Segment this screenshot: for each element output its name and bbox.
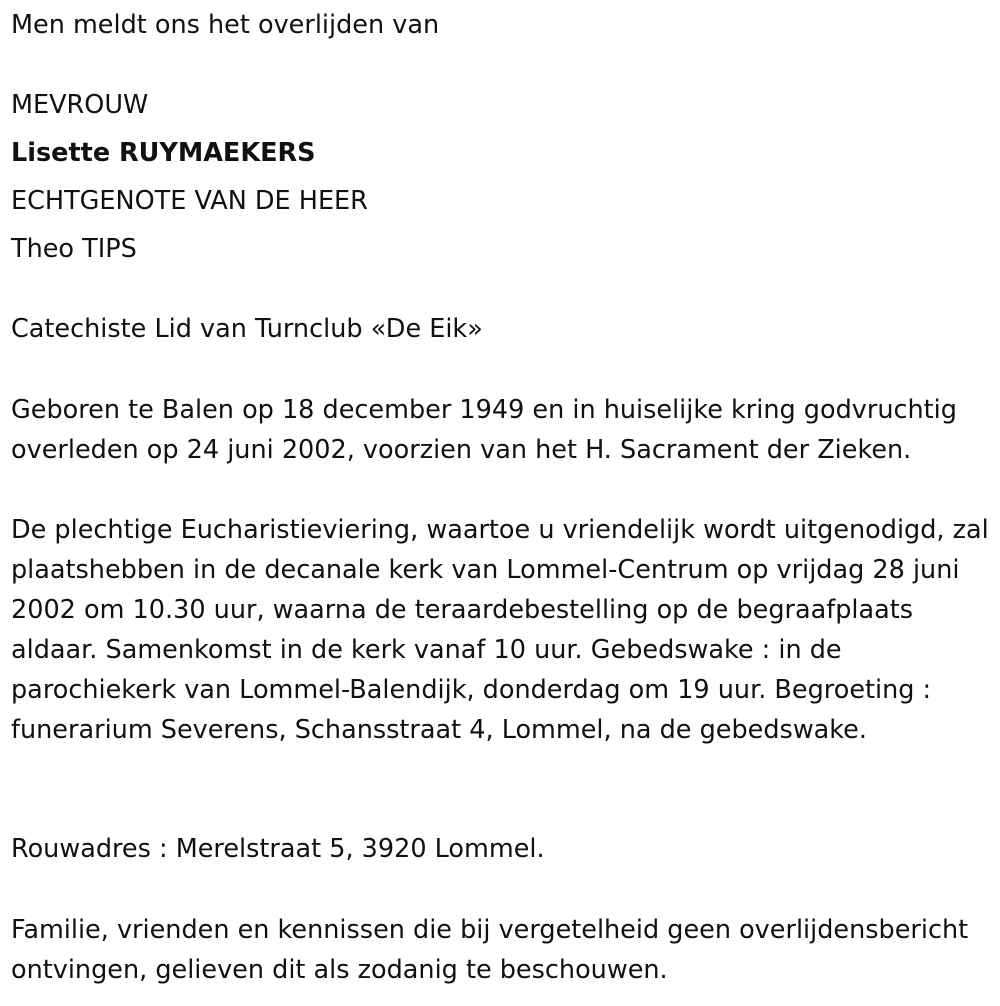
closing-paragraph: Familie, vrienden en kennissen die bij vergetelheid geen overlijdensbericht ontvingen, gelieven dit als zodanig te beschouwen.	[11, 915, 969, 985]
mourning-address: Rouwadres : Merelstraat 5, 3920 Lommel.	[11, 834, 545, 864]
deceased-name: Lisette RUYMAEKERS	[11, 138, 316, 168]
intro-text: Men meldt ons het overlijden van	[11, 10, 440, 40]
relation-text: ECHTGENOTE VAN DE HEER	[11, 186, 368, 216]
ceremony-paragraph: De plechtige Eucharistieviering, waartoe u vriendelijk wordt uitgenodigd, zal plaatshebben in de decanale kerk van Lommel-Centrum op vrijdag 28 juni 2002 om 10.30 uur, waarna de teraardebestelling op de begraafplaats aldaar. Samenkomst in de kerk vanaf 10 uur. Gebedswake : in de parochiekerk van Lommel-Balendijk, donderdag om 19 uur. Begroeting : funerarium Severens, Schansstraat 4, Lommel, na de gebedswake.	[11, 515, 989, 745]
spouse-name: Theo TIPS	[11, 234, 137, 264]
title-prefix: MEVROUW	[11, 90, 149, 120]
occupation-text: Catechiste Lid van Turnclub «De Eik»	[11, 314, 483, 344]
birth-death-paragraph: Geboren te Balen op 18 december 1949 en in huiselijke kring godvruchtig overleden op 24 juni 2002, voorzien van het H. Sacrament der Zieken.	[11, 395, 957, 465]
